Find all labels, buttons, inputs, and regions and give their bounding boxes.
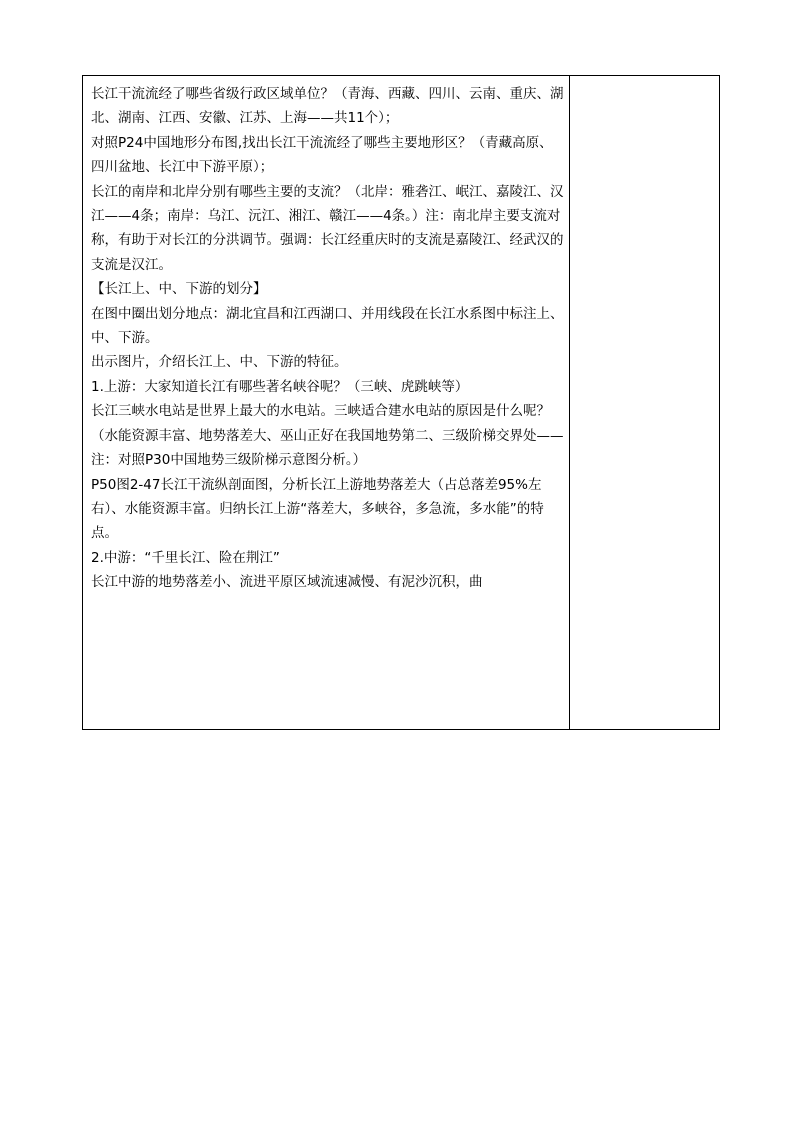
paragraph-profile-analysis: P50图2-47长江干流纵剖面图，分析长江上游地势落差大（占总落差95%左右）、水能资源丰富。归纳长江上游“落差大，多峡谷，多急流，多水能”的特点。 bbox=[91, 476, 544, 542]
paragraph-upper-reach: 1.上游：大家知道长江有哪些著名峡谷呢？（三峡、虎跳峡等） bbox=[91, 378, 469, 395]
lesson-table bbox=[82, 75, 720, 730]
paragraph-middle-features: 长江中游的地势落差小、流进平原区域流速减慢、有泥沙沉积，曲 bbox=[91, 574, 483, 591]
paragraph-show-pictures: 出示图片，介绍长江上、中、下游的特征。 bbox=[91, 354, 348, 371]
paragraph-division-points: 在图中圈出划分地点：湖北宜昌和江西湖口、并用线段在长江水系图中标注上、中、下游。 bbox=[91, 305, 564, 347]
section-heading: 【长江上、中、下游的划分】 bbox=[91, 281, 267, 298]
paragraph-provinces: 长江干流流经了哪些省级行政区域单位？（青海、西藏、四川、云南、重庆、湖北、湖南、江西、安徽、江苏、上海——共11个）； bbox=[91, 86, 564, 127]
paragraph-landforms: 对照P24中国地形分布图,找出长江干流流经了哪些主要地形区？（青藏高原、四川盆地、长江中下游平原）； bbox=[91, 134, 553, 176]
paragraph-three-gorges: 长江三峡水电站是世界上最大的水电站。三峡适合建水电站的原因是什么呢？（水能资源丰富、地势落差大、巫山正好在我国地势第二、三级阶梯交界处——注：对照P30中国地势三级阶梯示意图分析。） bbox=[91, 403, 564, 469]
paragraph-tributaries: 长江的南岸和北岸分别有哪些主要的支流？（北岸：雅砻江、岷江、嘉陵江、汉江——4条；南岸：乌江、沅江、湘江、赣江——4条。）注：南北岸主要支流对称，有助于对长江的分洪调节。强调：长江经重庆时的支流是嘉陵江、经武汉的支流是汉江。 bbox=[91, 183, 564, 273]
lesson-content-cell bbox=[91, 82, 565, 595]
paragraph-middle-reach: 2.中游：“千里长江、险在荆江” bbox=[91, 549, 280, 566]
column-divider bbox=[569, 76, 570, 729]
